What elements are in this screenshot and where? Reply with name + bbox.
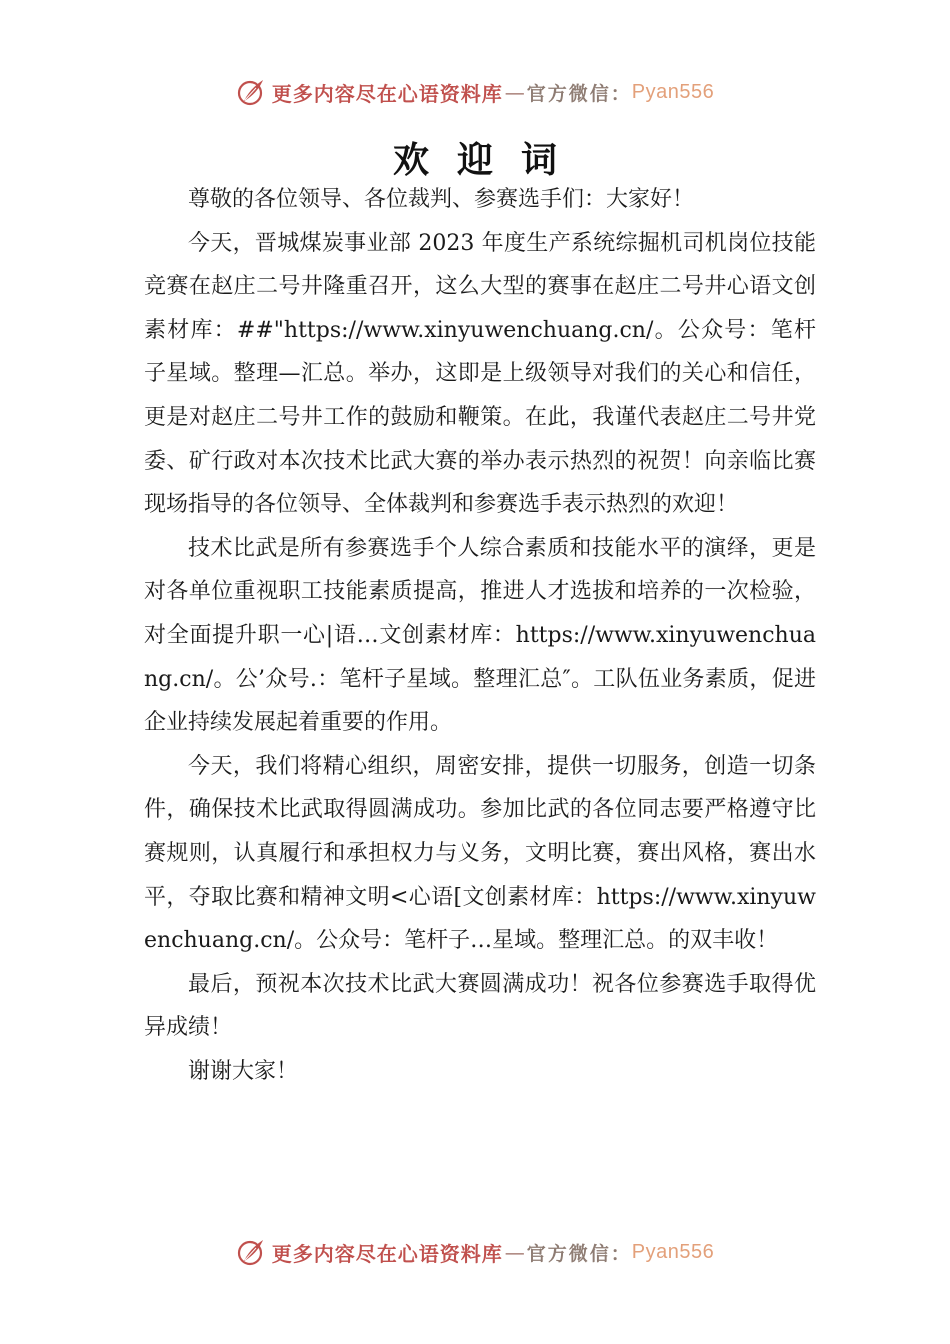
paragraph-greeting: 尊敬的各位领导、各位裁判、参赛选手们：大家好！ bbox=[188, 187, 695, 212]
feather-pen-logo-icon bbox=[236, 77, 266, 107]
document-title: 欢迎词 bbox=[392, 140, 585, 181]
footer-wechat-label: 官方微信： bbox=[526, 1242, 632, 1265]
header-separator: — bbox=[504, 80, 525, 104]
paragraph-arrangements: 今天，我们将精心组织，周密安排，提供一切服务，创造一切条件，确保技术比武取得圆满成功。参加比武的各位同志要严格遵守比赛规则，认真履行和承担权力与义务，文明比赛，赛出风格，赛出水平，夺取比赛和精神文明<心语[文创素材库：https://www.xinyuwenchuang.cn/。公众号：笔杆子…星域。整理汇总。的双丰收！ bbox=[144, 753, 816, 954]
footer-banner bbox=[0, 1232, 950, 1272]
paragraph-opening: 今天，晋城煤炭事业部 2023 年度生产系统综掘机司机岗位技能竞赛在赵庄二号井隆重召开，这么大型的赛事在赵庄二号井心语文创素材库：##"https://www.xinyuwenchuang.cn/。公众号：笔杆子星域。整理—汇总。举办，这即是上级领导对我们的关心和信任，更是对赵庄二号井工作的鼓励和鞭策。在此，我谨代表赵庄二号井党委、矿行政对本次技术比武大赛的举办表示热烈的祝贺！向亲临比赛现场指导的各位领导、全体裁判和参赛选手表示热烈的欢迎！ bbox=[144, 230, 816, 518]
document-body bbox=[144, 178, 816, 1093]
footer-wechat-id: Pyan556 bbox=[631, 1240, 715, 1263]
paragraph-wishes: 最后，预祝本次技术比武大赛圆满成功！祝各位参赛选手取得优异成绩！ bbox=[144, 971, 816, 1041]
paragraph-significance: 技术比武是所有参赛选手个人综合素质和技能水平的演绎，更是对各单位重视职工技能素质提高，推进人才选拔和培养的一次检验，对全面提升职一心|语…文创素材库：https://www.xinyuwenchuang.cn/。公’众号.：笔杆子星域。整理汇总″。工队伍业务素质，促进企业持续发展起着重要的作用。 bbox=[144, 535, 816, 736]
footer-brand-text: 更多内容尽在心语资料库 bbox=[271, 1241, 503, 1266]
paragraph-thanks: 谢谢大家！ bbox=[188, 1058, 299, 1084]
header-wechat-id: Pyan556 bbox=[631, 80, 715, 103]
feather-pen-logo-icon bbox=[236, 1237, 266, 1267]
header-banner bbox=[0, 72, 950, 112]
footer-separator: — bbox=[504, 1240, 525, 1264]
header-brand-text: 更多内容尽在心语资料库 bbox=[271, 81, 503, 106]
header-wechat-label: 官方微信： bbox=[526, 82, 632, 105]
